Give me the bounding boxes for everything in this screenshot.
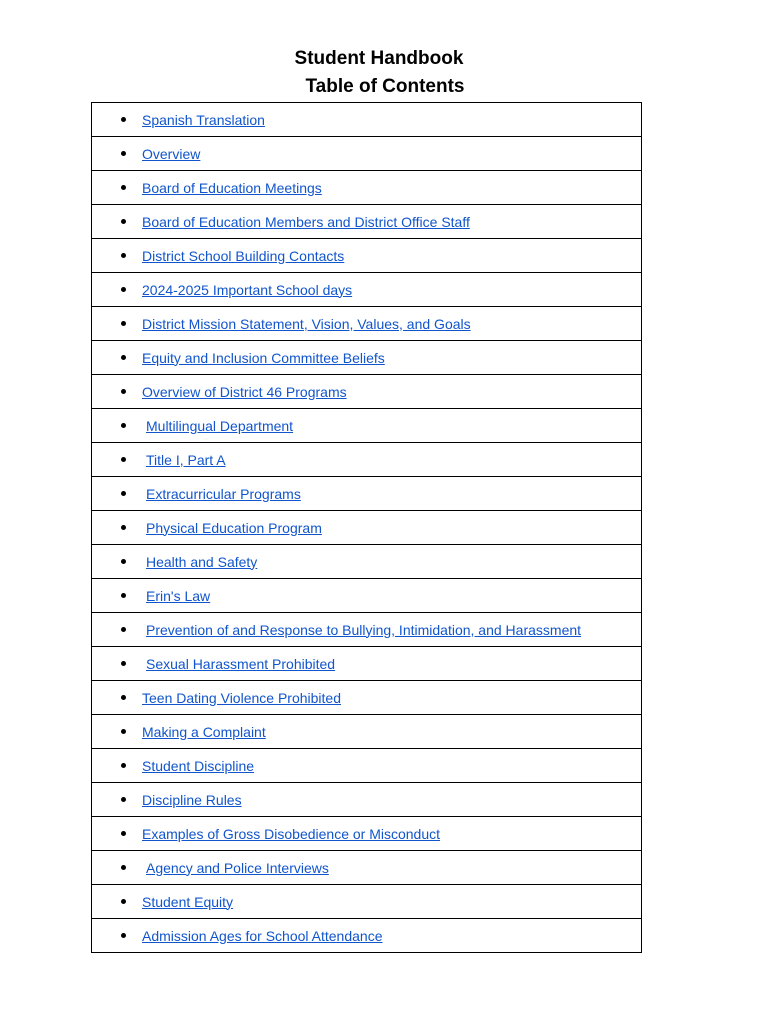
toc-link[interactable]: Examples of Gross Disobedience or Misconduct bbox=[142, 825, 441, 842]
table-row bbox=[92, 511, 642, 545]
toc-link[interactable]: Teen Dating Violence Prohibited bbox=[142, 689, 341, 706]
table-row bbox=[92, 477, 642, 511]
list-item bbox=[92, 817, 641, 850]
toc-cell bbox=[92, 307, 642, 341]
toc-link[interactable]: Prevention of and Response to Bullying, Intimidation, and Harassment bbox=[146, 621, 582, 638]
bullet-icon bbox=[121, 797, 126, 802]
table-row bbox=[92, 647, 642, 681]
table-row bbox=[92, 443, 642, 477]
toc-cell bbox=[92, 817, 642, 851]
bullet-icon bbox=[121, 287, 126, 292]
table-row bbox=[92, 749, 642, 783]
bullet-icon bbox=[121, 389, 126, 394]
toc-link[interactable]: Board of Education Members and District Office Staff bbox=[142, 213, 470, 230]
list-item bbox=[92, 715, 641, 748]
toc-cell bbox=[92, 477, 642, 511]
toc-link[interactable]: Overview bbox=[142, 145, 201, 162]
toc-cell bbox=[92, 783, 642, 817]
toc-link[interactable]: Extracurricular Programs bbox=[146, 485, 301, 502]
page-title: Student Handbook bbox=[294, 48, 464, 69]
table-row bbox=[92, 545, 642, 579]
table-row bbox=[92, 613, 642, 647]
table-row bbox=[92, 273, 642, 307]
list-item bbox=[92, 613, 641, 646]
bullet-icon bbox=[121, 525, 126, 530]
table-row bbox=[92, 137, 642, 171]
toc-link[interactable]: District Mission Statement, Vision, Values, and Goals bbox=[142, 315, 471, 332]
table-row bbox=[92, 409, 642, 443]
table-row bbox=[92, 579, 642, 613]
toc-cell bbox=[92, 443, 642, 477]
toc-cell bbox=[92, 511, 642, 545]
table-row bbox=[92, 307, 642, 341]
list-item bbox=[92, 205, 641, 238]
toc-cell bbox=[92, 341, 642, 375]
table-row bbox=[92, 681, 642, 715]
bullet-icon bbox=[121, 729, 126, 734]
toc-link[interactable]: Student Discipline bbox=[142, 757, 255, 774]
toc-cell bbox=[92, 375, 642, 409]
list-item bbox=[92, 477, 641, 510]
table-row bbox=[92, 851, 642, 885]
bullet-icon bbox=[121, 627, 126, 632]
toc-link[interactable]: Admission Ages for School Attendance bbox=[142, 927, 383, 944]
list-item bbox=[92, 851, 641, 884]
toc-link[interactable]: Spanish Translation bbox=[142, 111, 265, 128]
list-item bbox=[92, 273, 641, 306]
toc-cell bbox=[92, 205, 642, 239]
toc-link[interactable]: Erin's Law bbox=[146, 587, 211, 604]
toc-cell bbox=[92, 885, 642, 919]
toc-link[interactable]: Making a Complaint bbox=[142, 723, 266, 740]
toc-cell bbox=[92, 273, 642, 307]
bullet-icon bbox=[121, 457, 126, 462]
bullet-icon bbox=[121, 763, 126, 768]
bullet-icon bbox=[121, 933, 126, 938]
toc-link[interactable]: Title I, Part A bbox=[146, 451, 226, 468]
list-item bbox=[92, 885, 641, 918]
table-row bbox=[92, 239, 642, 273]
list-item bbox=[92, 341, 641, 374]
table-row bbox=[92, 783, 642, 817]
bullet-icon bbox=[121, 423, 126, 428]
toc-link[interactable]: Overview of District 46 Programs bbox=[142, 383, 347, 400]
list-item bbox=[92, 239, 641, 272]
bullet-icon bbox=[121, 695, 126, 700]
table-row bbox=[92, 103, 642, 137]
list-item bbox=[92, 443, 641, 476]
bullet-icon bbox=[121, 661, 126, 666]
table-row bbox=[92, 885, 642, 919]
table-row bbox=[92, 171, 642, 205]
list-item bbox=[92, 783, 641, 816]
toc-body bbox=[92, 103, 642, 953]
list-item bbox=[92, 749, 641, 782]
toc-link[interactable]: Multilingual Department bbox=[146, 417, 294, 434]
list-item bbox=[92, 647, 641, 680]
list-item bbox=[92, 409, 641, 442]
toc-cell bbox=[92, 919, 642, 953]
table-row bbox=[92, 817, 642, 851]
table-row bbox=[92, 341, 642, 375]
toc-cell bbox=[92, 545, 642, 579]
list-item bbox=[92, 511, 641, 544]
bullet-icon bbox=[121, 865, 126, 870]
toc-cell bbox=[92, 137, 642, 171]
bullet-icon bbox=[121, 491, 126, 496]
list-item bbox=[92, 137, 641, 170]
table-row bbox=[92, 375, 642, 409]
bullet-icon bbox=[121, 559, 126, 564]
bullet-icon bbox=[121, 899, 126, 904]
list-item bbox=[92, 375, 641, 408]
toc-cell bbox=[92, 749, 642, 783]
toc-link[interactable]: Health and Safety bbox=[146, 553, 258, 570]
toc-cell bbox=[92, 409, 642, 443]
toc-cell bbox=[92, 613, 642, 647]
page-subtitle: Table of Contents bbox=[305, 76, 465, 97]
toc-link[interactable]: Agency and Police Interviews bbox=[146, 859, 329, 876]
document-title bbox=[0, 45, 770, 101]
table-row bbox=[92, 715, 642, 749]
table-row bbox=[92, 919, 642, 953]
list-item bbox=[92, 681, 641, 714]
list-item bbox=[92, 545, 641, 578]
bullet-icon bbox=[121, 321, 126, 326]
toc-link[interactable]: 2024-2025 Important School days bbox=[142, 281, 353, 298]
toc-link[interactable]: Sexual Harassment Prohibited bbox=[146, 655, 336, 672]
toc-cell bbox=[92, 715, 642, 749]
toc-cell bbox=[92, 681, 642, 715]
bullet-icon bbox=[121, 185, 126, 190]
toc-cell bbox=[92, 239, 642, 273]
bullet-icon bbox=[121, 253, 126, 258]
bullet-icon bbox=[121, 593, 126, 598]
toc-link[interactable]: Equity and Inclusion Committee Beliefs bbox=[142, 349, 385, 366]
bullet-icon bbox=[121, 151, 126, 156]
list-item bbox=[92, 919, 641, 952]
toc-link[interactable]: Discipline Rules bbox=[142, 791, 242, 808]
table-row bbox=[92, 205, 642, 239]
bullet-icon bbox=[121, 117, 126, 122]
bullet-icon bbox=[121, 831, 126, 836]
list-item bbox=[92, 579, 641, 612]
toc-link[interactable]: District School Building Contacts bbox=[142, 247, 345, 264]
toc-cell bbox=[92, 103, 642, 137]
toc-cell bbox=[92, 171, 642, 205]
bullet-icon bbox=[121, 219, 126, 224]
list-item bbox=[92, 171, 641, 204]
toc-cell bbox=[92, 851, 642, 885]
toc-link[interactable]: Board of Education Meetings bbox=[142, 179, 322, 196]
toc-cell bbox=[92, 647, 642, 681]
toc-link[interactable]: Physical Education Program bbox=[146, 519, 322, 536]
list-item bbox=[92, 103, 641, 136]
toc-cell bbox=[92, 579, 642, 613]
table-of-contents bbox=[91, 102, 642, 953]
bullet-icon bbox=[121, 355, 126, 360]
toc-link[interactable]: Student Equity bbox=[142, 893, 234, 910]
list-item bbox=[92, 307, 641, 340]
